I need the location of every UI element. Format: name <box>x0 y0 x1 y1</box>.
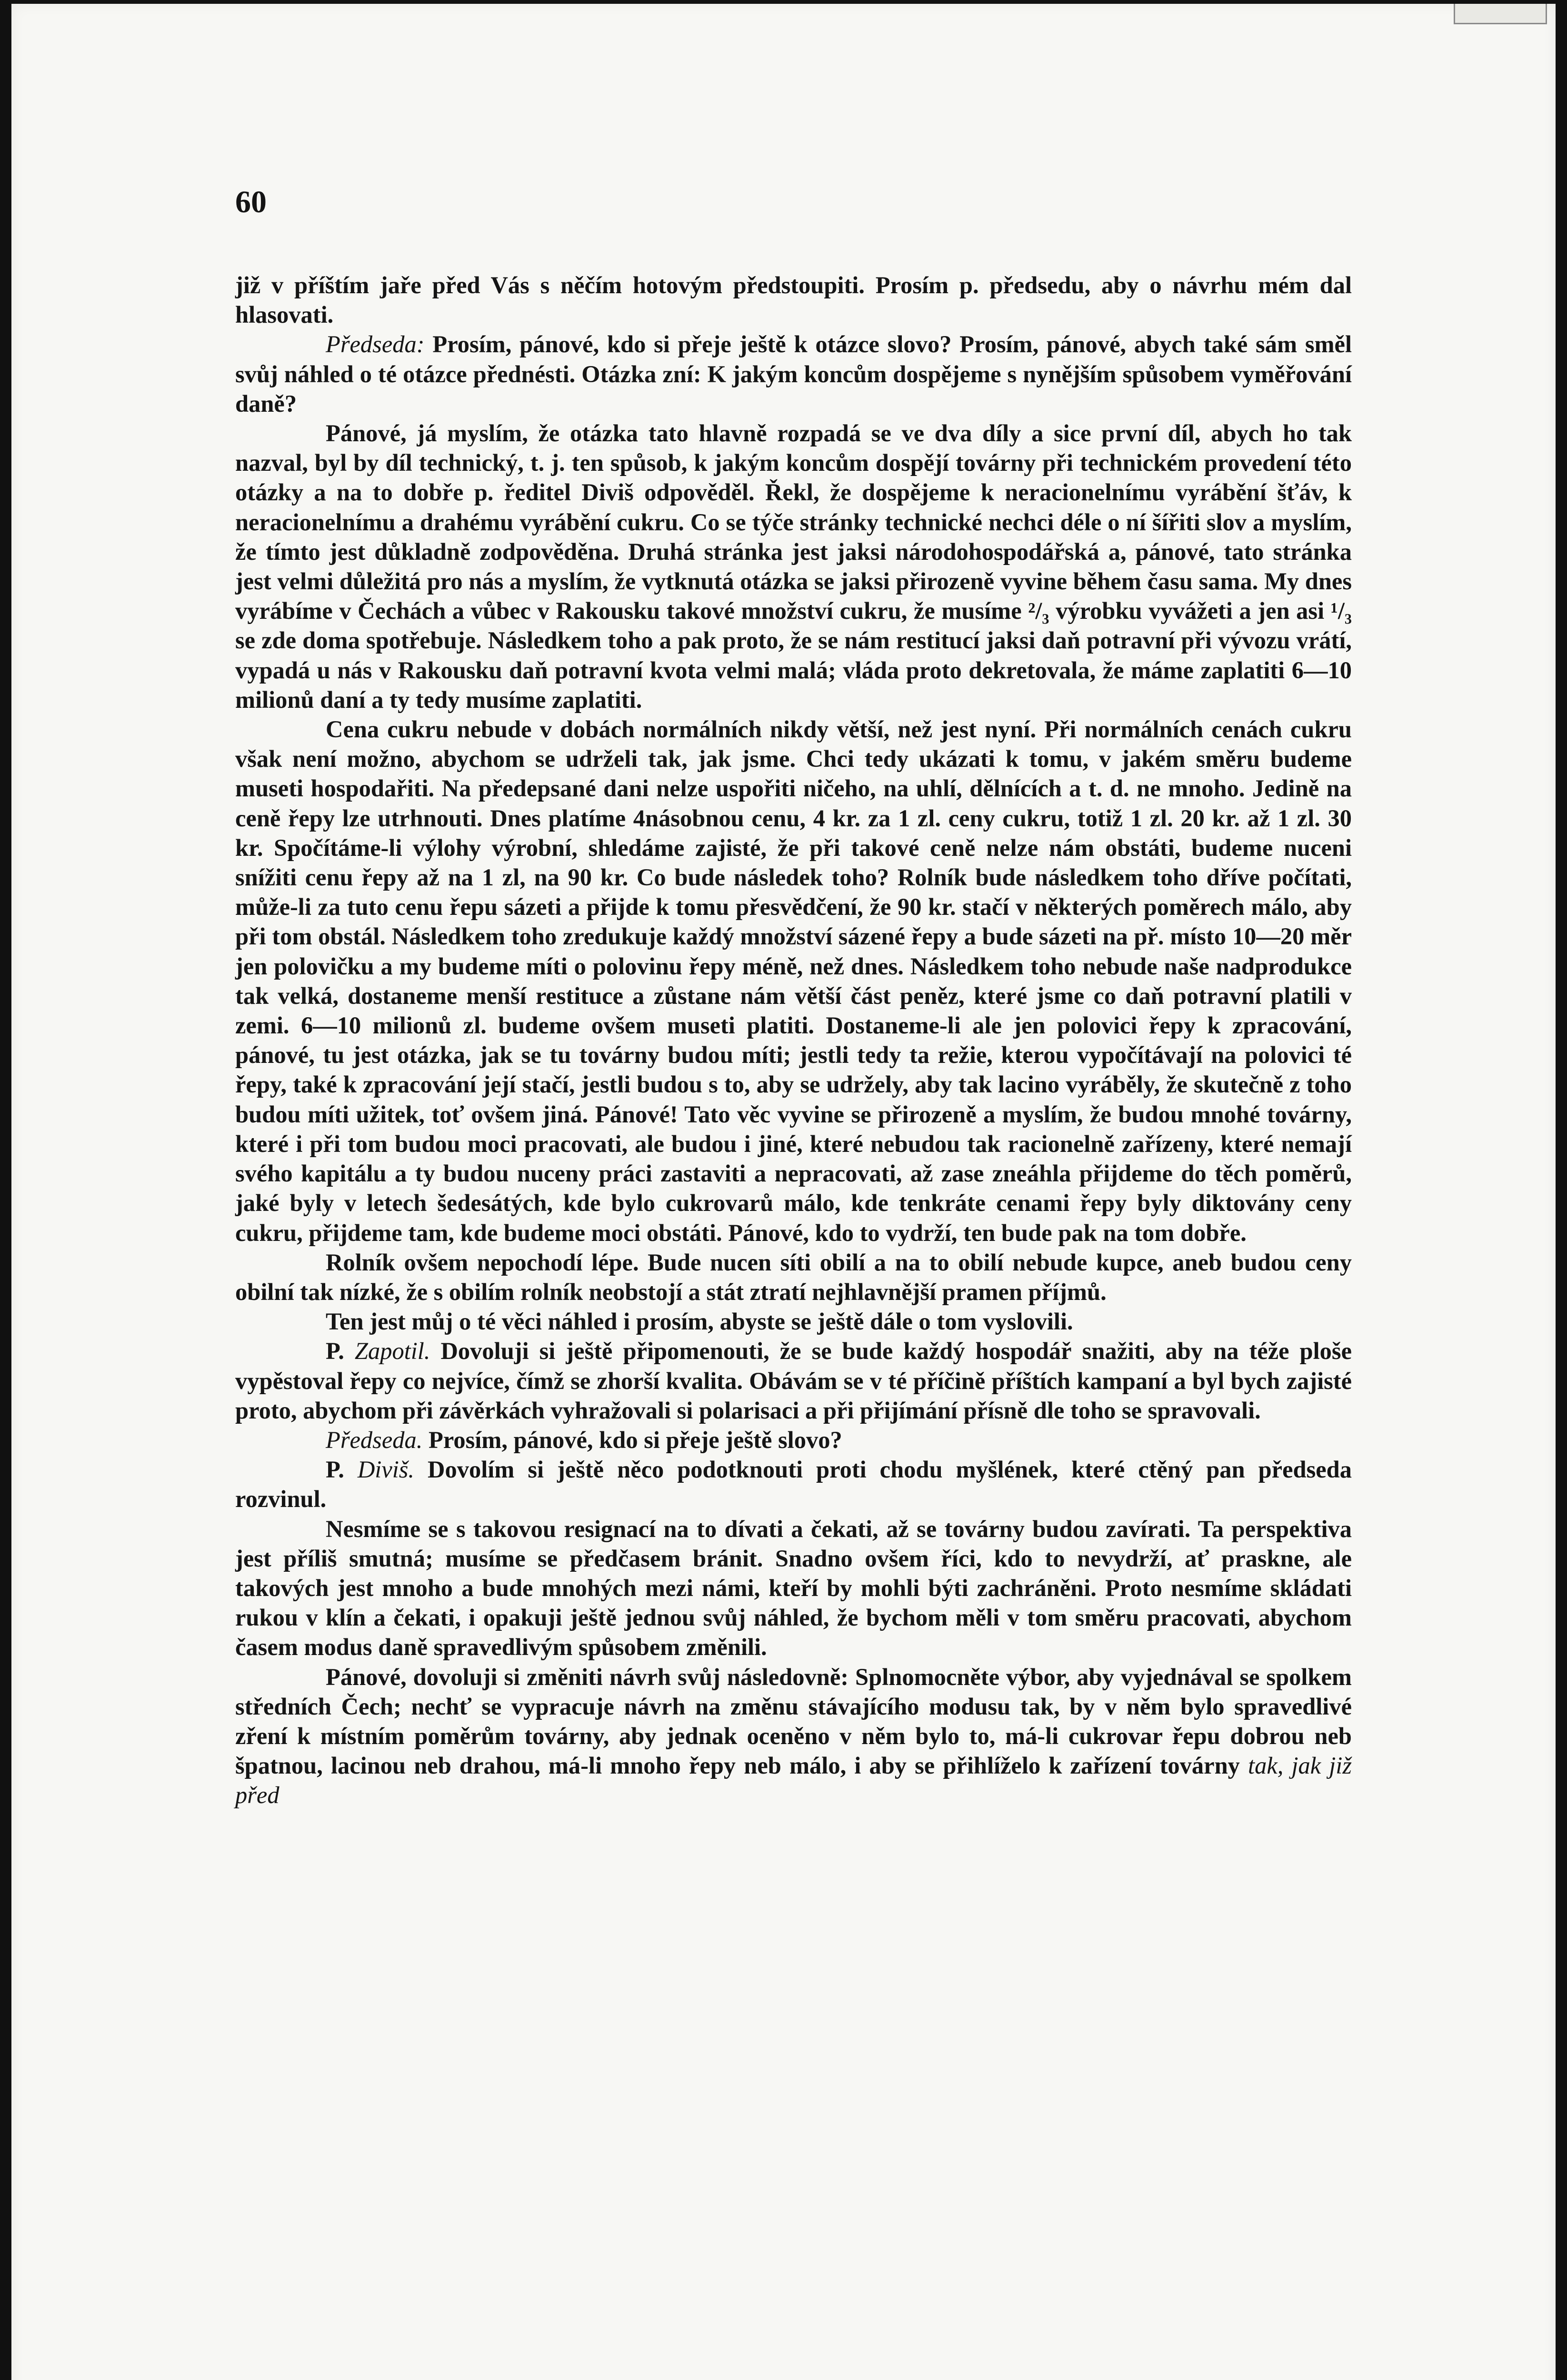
paragraph: P. Diviš. Dovolím si ještě něco podotknouti proti chodu myšlének, které ctěný pan předseda rozvinul. <box>235 1456 1352 1513</box>
paragraph: Ten jest můj o té věci náhled i prosím, abyste se ještě dále o tom vyslovili. <box>326 1308 1073 1335</box>
paragraph: Nesmíme se s takovou resignací na to dívati a čekati, až se továrny budou zavírati. Ta perspektiva jest příliš smutná; musíme se předčasem bránit. Snadno ovšem říci, kdo to nevydrží, ať praskne, ale takových jest mnoho a bude mnohých mezi námi, kteří by mohli býti zachráněni. Proto nesmíme skládati rukou v klín a čekati, i opakuji ještě jednou svůj náhled, že bychom měli v tom směru pracovati, abychom časem modus daně spravedlivým spůsobem změnili. <box>235 1515 1352 1661</box>
paragraph: Předseda: Prosím, pánové, kdo si přeje ještě k otázce slovo? Prosím, pánové, abych také sám směl svůj náhled o té otázce přednésti. Otázka zní: K jakým koncům dospějeme s nynějším spůsobem vyměřování daně? <box>235 331 1352 417</box>
speaker-label: Předseda: <box>326 331 425 358</box>
book-page <box>11 4 1556 2380</box>
paragraph: již v příštím jaře před Vás s něčím hotovým předstoupiti. Prosím p. předsedu, aby o návrhu mém dal hlasovati. <box>235 272 1352 328</box>
italic-tail: tak, jak již před <box>235 1752 1352 1809</box>
paragraph: Pánové, dovoluji si změniti návrh svůj následovně: Splnomocněte výbor, aby vyjednával se spolkem středních Čech; nechť se vypracuje návrh na změnu stávajícího modusu tak, by v něm bylo spravedlivé zření k místním poměrům továrny, aby jednak oceněno v něm bylo to, má-li cukrovar řepu dobrou neb špatnou, lacinou neb drahou, má-li mnoho řepy neb málo, i aby se přihlíželo k zařízení továrny tak, jak již před <box>235 1663 1352 1809</box>
speaker-label: Předseda. <box>326 1426 423 1453</box>
body-text <box>235 270 1352 1810</box>
paragraph: P. Zapotil. Dovoluji si ještě připomenouti, že se bude každý hospodář snažiti, aby na téže ploše vypěstoval řepy co nejvíce, čímž se zhorší kvalita. Obávám se v té příčině příštích kampaní a byl bych zajisté proto, abychom při závěrkách vyhražovali si polarisaci a při přijímání přísně dle toho se spravovali. <box>235 1338 1352 1424</box>
page-edge-tab <box>1454 4 1547 24</box>
speaker-label: Zapotil. <box>354 1338 430 1365</box>
paragraph: Předseda. Prosím, pánové, kdo si přeje ještě slovo? <box>326 1426 842 1453</box>
paragraph: Pánové, já myslím, že otázka tato hlavně rozpadá se ve dva díly a sice první díl, abych ho tak nazval, byl by díl technický, t. j. ten spůsob, k jakým koncům dospějí továrny při technickém provedení této otázky a na to dobře p. ředitel Diviš odpověděl. Řekl, že dospějeme k neracionelnímu vyrábění šťáv, k neracionelnímu a drahému vyrábění cukru. Co se týče stránky technické nechci déle o ní šířiti slov a myslím, že tímto jest důkladně zodpověděna. Druhá stránka jest jaksi národohospodářská a, pánové, tato stránka jest velmi důležitá pro nás a myslím, že vytknutá otázka se jaksi přirozeně vyvine během času sama. My dnes vyrábíme v Čechách a vůbec v Rakousku takové množství cukru, že musíme ²/₃ výrobku vyvážeti a jen asi ¹/₃ se zde doma spotřebuje. Následkem toho a pak proto, že se nám restitucí jaksi daň potravní při vývozu vrátí, vypadá u nás v Rakousku daň potravní kvota velmi malá; vláda proto dekretovala, že máme zaplatiti 6—10 milionů daní a ty tedy musíme zaplatiti. <box>235 420 1352 713</box>
paragraph: Rolník ovšem nepochodí lépe. Bude nucen síti obilí a na to obilí nebude kupce, aneb budou ceny obilní tak nízké, že s obilím rolník neobstojí a stát ztratí nejhlavnější pramen příjmů. <box>235 1249 1352 1305</box>
paragraph: Cena cukru nebude v dobách normálních nikdy větší, než jest nyní. Při normálních cenách cukru však není možno, abychom se udrželi tak, jak jsme. Chci tedy ukázati k tomu, v jakém směru budeme museti hospodařiti. Na předepsané dani nelze uspořiti ničeho, na uhlí, dělnících a t. d. ne mnoho. Jedině na ceně řepy lze utrhnouti. Dnes platíme 4násobnou cenu, 4 kr. za 1 zl. ceny cukru, totiž 1 zl. 20 kr. až 1 zl. 30 kr. Spočítáme-li výlohy výrobní, shledáme zajisté, že při takové ceně nelze nám obstáti, budeme nuceni snížiti cenu řepy až na 1 zl, na 90 kr. Co bude následek toho? Rolník bude následkem toho dříve počítati, může-li za tuto cenu řepu sázeti a přijde k tomu přesvědčení, že 90 kr. stačí v některých poměrech málo, aby při tom obstál. Následkem toho zredukuje každý množství sázené řepy a bude sázeti na př. místo 10—20 měr jen polovičku a my budeme míti o polovinu řepy méně, než dnes. Následkem toho nebude naše nadprodukce tak velká, dostaneme menší restituce a zůstane nám větší část peněz, které jsme co daň potravní platili v zemi. 6—10 milionů zl. budeme ovšem museti platiti. Dostaneme-li ale jen polovici řepy k zpracování, pánové, tu jest otázka, jak se tu továrny budou míti; jestli tedy ta režie, kterou vypočítávají na polovici té řepy, také k zpracování její stačí, jestli budou s to, aby se udržely, aby tak lacino vyráběly, že skutečně z toho budou míti užitek, toť ovšem jiná. Pánové! Tato věc vyvine se přirozeně a myslím, že budou mnohé továrny, které i při tom budou moci pracovati, ale budou i jiné, které nebudou tak racionelně zařízeny, které nemají svého kapitálu a ty budou nuceny práci zastaviti a nepracovati, až zase zneáhla přijdeme do těch poměrů, jaké byly v letech šedesátých, kde bylo cukrovarů málo, kde tenkráte cenami řepy byly diktovány ceny cukru, přijdeme tam, kde budeme moci obstáti. Pánové, kdo to vydrží, ten bude pak na tom dobře. <box>235 716 1352 1246</box>
page-number: 60 <box>235 185 267 219</box>
speaker-label: Diviš. <box>357 1456 415 1483</box>
